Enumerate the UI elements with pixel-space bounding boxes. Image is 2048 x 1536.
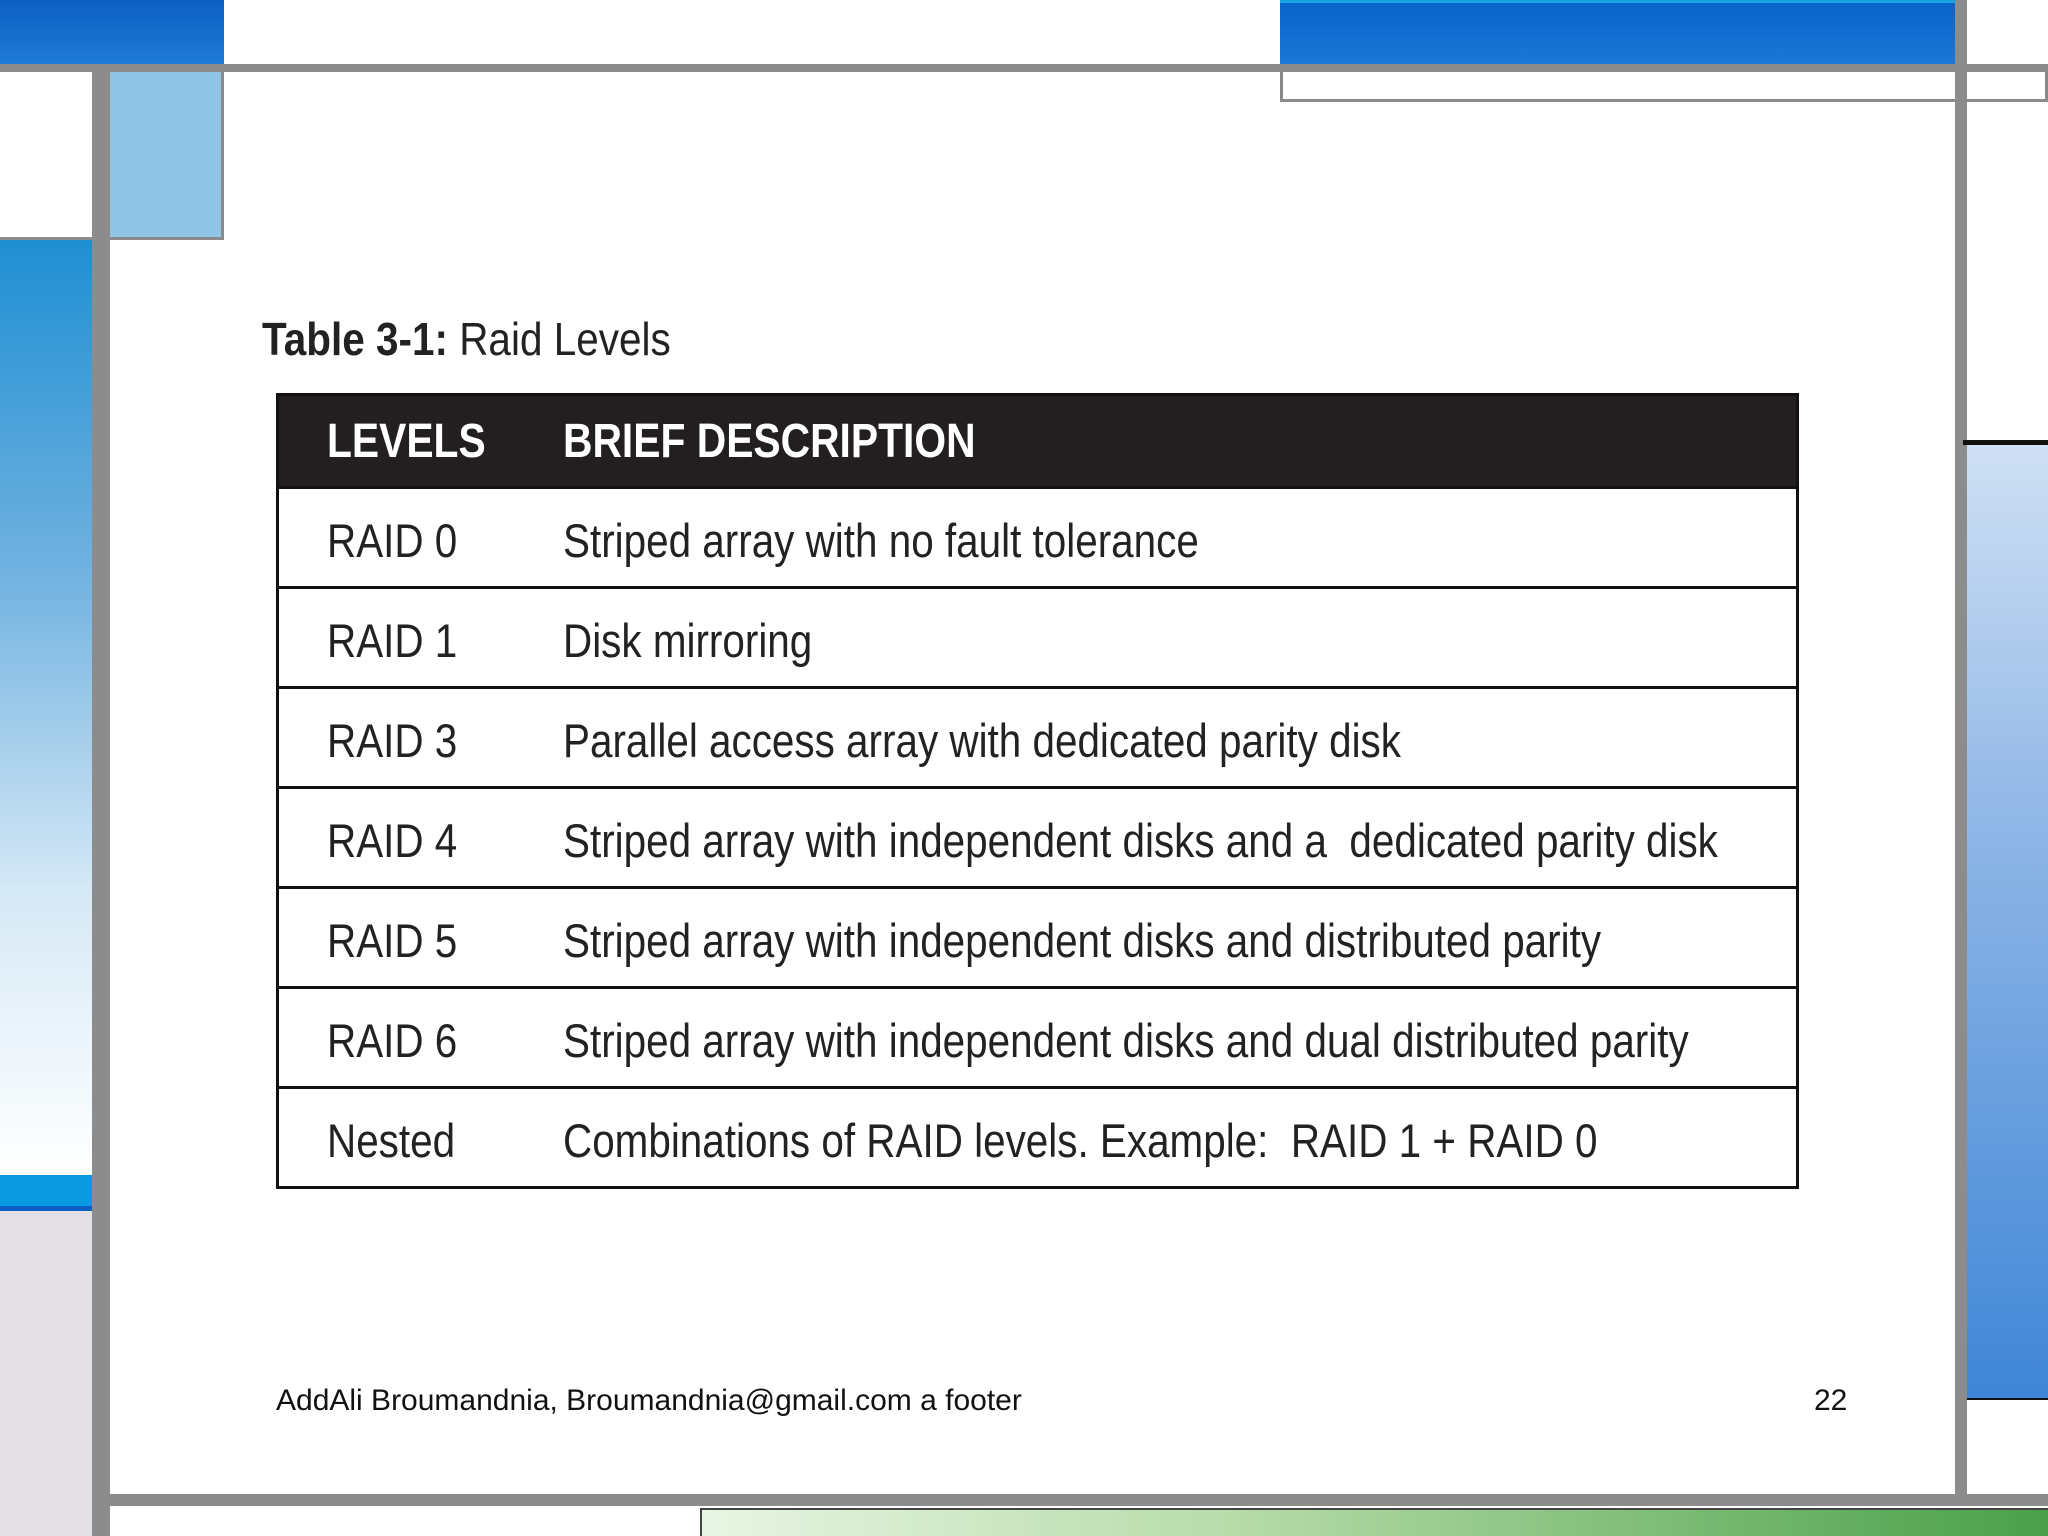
left-gray-block [0, 1211, 92, 1536]
top-gray-rule [0, 64, 2048, 72]
bottom-green-gradient-bar [700, 1508, 2048, 1536]
level-cell: RAID 1 [327, 614, 458, 667]
level-cell: RAID 6 [327, 1014, 458, 1067]
level-cell: Nested [327, 1114, 456, 1167]
caption-label: Table 3-1: [262, 313, 448, 365]
header-levels: LEVELS [327, 415, 486, 468]
level-cell: RAID 4 [327, 814, 458, 867]
right-gradient-bar [1967, 445, 2048, 1400]
description-cell: Striped array with no fault tolerance [563, 514, 1199, 567]
slide-page-number: 22 [1814, 1384, 1848, 1417]
table-row [279, 1086, 1796, 1186]
table-row [279, 686, 1796, 786]
description-cell: Striped array with independent disks and a dedicated parity disk [563, 814, 1718, 867]
left-gray-rule [92, 64, 110, 1536]
table-row [279, 986, 1796, 1086]
bottom-gray-rule [92, 1494, 2048, 1506]
table-caption [262, 312, 671, 366]
slide-footer-text: AddAli Broumandnia, Broumandnia@gmail.com a footer [276, 1384, 1022, 1417]
right-gray-rule [1955, 0, 1967, 1500]
light-blue-square [110, 72, 224, 240]
left-gradient-bar [0, 240, 92, 1175]
left-white-block [0, 72, 92, 240]
description-cell: Combinations of RAID levels. Example: RAID 1 + RAID 0 [563, 1114, 1598, 1167]
table-header-row [279, 396, 1796, 486]
top-right-blue-bar [1280, 0, 1958, 64]
description-cell: Striped array with independent disks and distributed parity [563, 914, 1602, 967]
level-cell: RAID 0 [327, 514, 458, 567]
table-row [279, 886, 1796, 986]
top-left-blue-bar [0, 0, 224, 64]
table-row [279, 786, 1796, 886]
description-cell: Striped array with independent disks and dual distributed parity [563, 1014, 1689, 1067]
left-blue-stripe [0, 1175, 100, 1211]
table-row [279, 586, 1796, 686]
level-cell: RAID 5 [327, 914, 458, 967]
table-row [279, 486, 1796, 586]
description-cell: Disk mirroring [563, 614, 813, 667]
raid-levels-table [276, 393, 1799, 1189]
description-cell: Parallel access array with dedicated parity disk [563, 714, 1401, 767]
header-brief-description: BRIEF DESCRIPTION [563, 415, 976, 468]
level-cell: RAID 3 [327, 714, 458, 767]
caption-title: Raid Levels [459, 313, 671, 365]
